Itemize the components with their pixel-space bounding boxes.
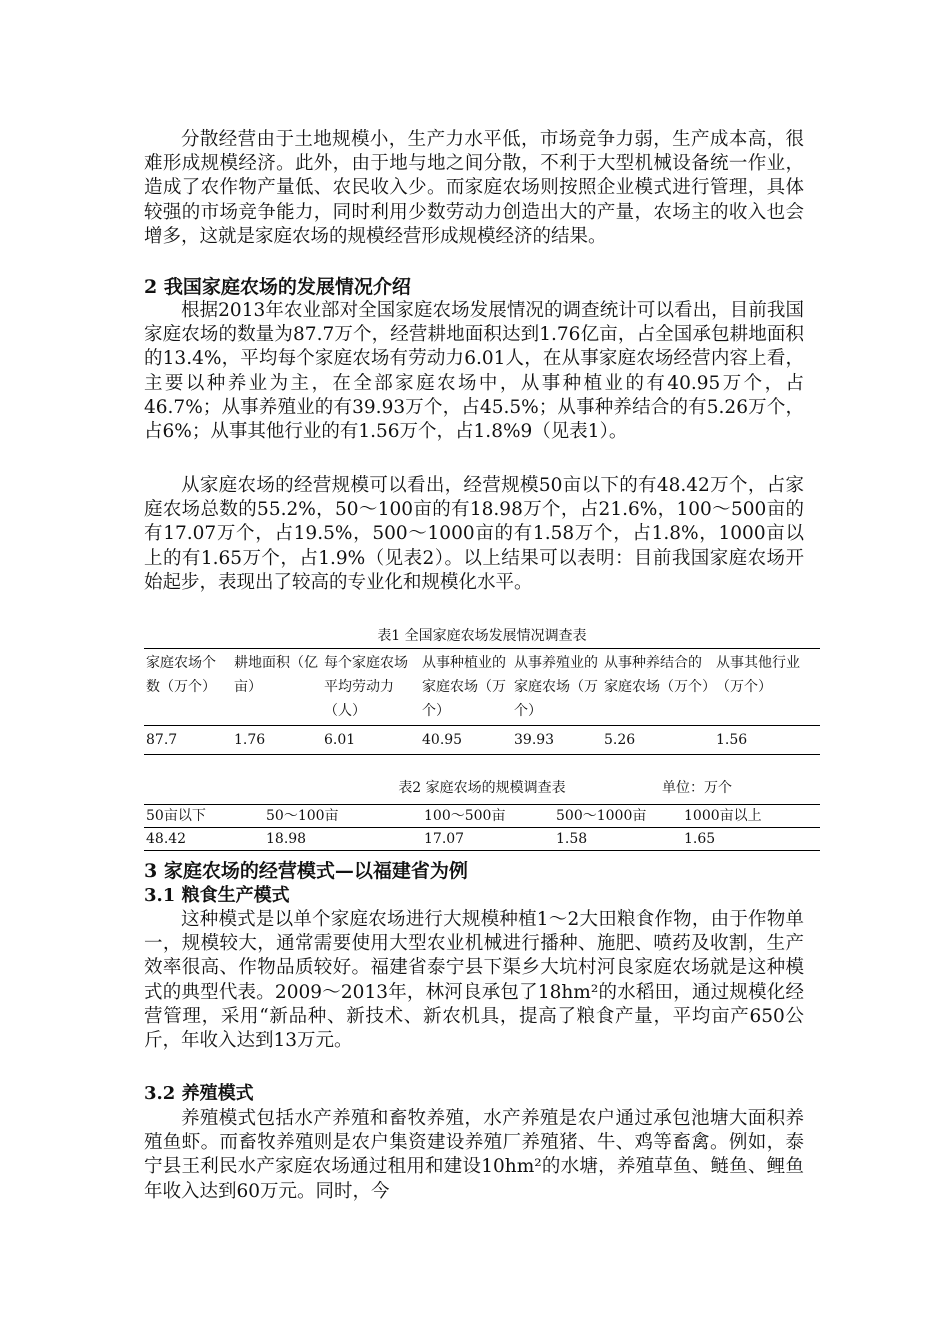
table1-value-cell: 1.76 — [234, 732, 266, 748]
table1-header-cell: 从事其他行业（万个） — [716, 655, 800, 695]
paragraph-breeding-mode: 养殖模式包括水产养殖和畜牧养殖，水产养殖是农户通过承包池塘大面积养殖鱼虾。而畜牧养殖则是农户集资建设养殖厂养殖猪、牛、鸡等畜禽。例如，泰宁县王利民水产家庭农场通过租用和建设10hm²的水塘，养殖草鱼、鲢鱼、鲤鱼年收入达到60万元。同时，今 — [144, 1108, 804, 1202]
table-row — [144, 726, 820, 755]
section-heading-2: 2 我国家庭农场的发展情况介绍 — [144, 276, 411, 298]
paragraph-development-stats: 根据2013年农业部对全国家庭农场发展情况的调查统计可以看出，目前我国家庭农场的数量为87.7万个，经营耕地面积达到1.76亿亩，占全国承包耕地面积的13.4%，平均每个家庭农场有劳动力6.01人，在从事家庭农场经营内容上看，主要以种养业为主，在全部家庭农场中，从事种植业的有40.95万个，占46.7%；从事养殖业的有39.93万个，占45.5%；从事种养结合的有5.26万个，占6%；从事其他行业的有1.56万个，占1.8%9（见表1）。 — [144, 300, 804, 443]
table1-value-cell: 1.56 — [716, 732, 748, 748]
table1-header-row — [144, 649, 820, 726]
table1-header-cell: 从事养殖业的家庭农场（万个） — [514, 655, 598, 719]
table2-value-cell: 17.07 — [424, 831, 465, 847]
table2-value-cell: 18.98 — [266, 831, 307, 847]
table1-header-cell: 家庭农场个数（万个） — [146, 655, 216, 695]
subsection-heading-3-2: 3.2 养殖模式 — [144, 1083, 254, 1104]
table1-value-cell: 87.7 — [146, 732, 178, 748]
table2-header-cell: 100～500亩 — [424, 808, 506, 824]
table-farm-scale — [144, 804, 820, 851]
table1-header-cell: 每个家庭农场平均劳动力（人） — [324, 655, 408, 719]
paragraph-scattered-operation: 分散经营由于土地规模小，生产力水平低，市场竞争力弱，生产成本高，很难形成规模经济。此外，由于地与地之间分散，不利于大型机械设备统一作业，造成了农作物产量低、农民收入少。而家庭农场则按照企业模式进行管理，具体较强的市场竞争能力，同时利用少数劳动力创造出大的产量，农场主的收入也会增多，这就是家庭农场的规模经营形成规模经济的结果。 — [144, 129, 804, 247]
table1-header-cell: 从事种植业的家庭农场（万个） — [422, 655, 506, 719]
table2-header-cell: 50～100亩 — [266, 808, 339, 824]
table1-header-cell: 从事种养结合的家庭农场（万个） — [604, 655, 716, 695]
table2-unit-label: 单位：万个 — [662, 780, 732, 796]
table1-value-cell: 6.01 — [324, 732, 356, 748]
table2-value-cell: 1.65 — [684, 831, 716, 847]
table2-header-cell: 500～1000亩 — [556, 808, 647, 824]
section-heading-3: 3 家庭农场的经营模式—以福建省为例 — [144, 860, 468, 882]
table2-header-row — [144, 805, 820, 828]
paragraph-operation-scale: 从家庭农场的经营规模可以看出，经营规模50亩以下的有48.42万个，占家庭农场总数的55.2%，50～100亩的有18.98万个，占21.6%，100～500亩的有17.07万个，占19.5%，500～1000亩的有1.58万个，占1.8%，1000亩以上的有1.65万个，占1.9%（见表2）。以上结果可以表明：目前我国家庭农场开始起步，表现出了较高的专业化和规模化水平。 — [144, 475, 804, 593]
table2-value-cell: 1.58 — [556, 831, 588, 847]
table1-value-cell: 39.93 — [514, 732, 555, 748]
table-farm-development — [144, 648, 820, 755]
table2-value-cell: 48.42 — [146, 831, 187, 847]
table2-caption: 表2 家庭农场的规模调查表 — [398, 780, 566, 796]
table1-value-cell: 5.26 — [604, 732, 636, 748]
subsection-heading-3-1: 3.1 粮食生产模式 — [144, 885, 290, 906]
table1-value-cell: 40.95 — [422, 732, 463, 748]
table2-header-cell: 1000亩以上 — [684, 808, 762, 824]
table-row — [144, 828, 820, 851]
table1-header-cell: 耕地面积（亿亩） — [234, 655, 318, 695]
table1-caption: 表1 全国家庭农场发展情况调查表 — [377, 628, 587, 644]
paragraph-grain-production: 这种模式是以单个家庭农场进行大规模种植1～2大田粮食作物，由于作物单一，规模较大，通常需要使用大型农业机械进行播种、施肥、喷药及收割，生产效率很高、作物品质较好。福建省泰宁县下渠乡大坑村河良家庭农场就是这种模式的典型代表。2009～2013年，林河良承包了18hm²的水稻田，通过规模化经营管理，采用“新品种、新技术、新农机具，提高了粮食产量，平均亩产650公斤，年收入达到13万元。 — [144, 909, 804, 1052]
table2-header-cell: 50亩以下 — [146, 808, 206, 824]
